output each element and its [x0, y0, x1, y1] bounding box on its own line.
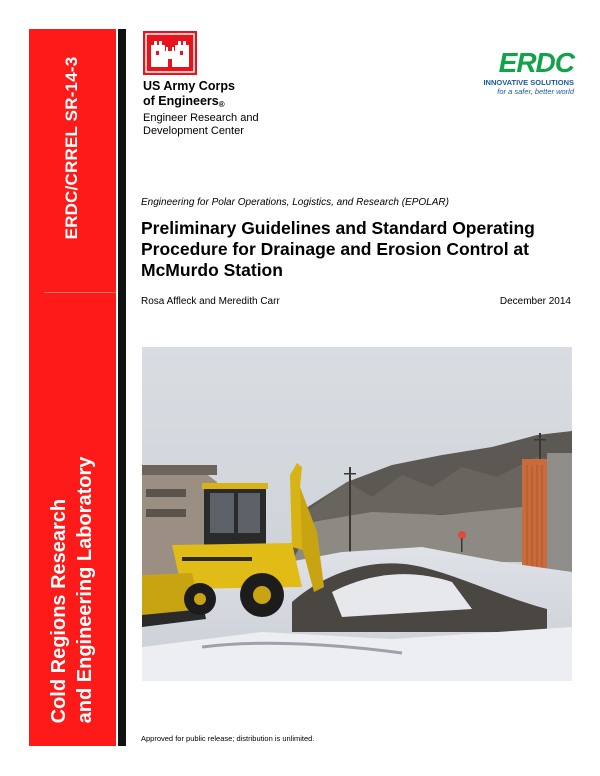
- usace-line-1: US Army Corps: [143, 79, 235, 93]
- erdc-tagline-2: for a safer, better world: [497, 87, 574, 96]
- report-title: Preliminary Guidelines and Standard Operating Procedure for Drainage and Erosion Control at McMurdo Station: [141, 218, 535, 280]
- cover-photo: [142, 347, 572, 681]
- erdc-logo: [466, 48, 574, 96]
- usace-castle-logo-icon: [143, 31, 197, 75]
- usace-name: [143, 79, 259, 138]
- usace-line-2-text: of Engineers: [143, 94, 219, 108]
- sidebar-divider: [44, 292, 116, 293]
- publication-date: December 2014: [499, 296, 571, 307]
- usace-line-3: Engineer Research and: [143, 112, 259, 124]
- lab-name-line-2: and Engineering Laboratory: [74, 456, 96, 724]
- usace-line-2: [143, 94, 259, 112]
- authors: Rosa Affleck and Meredith Carr: [141, 296, 280, 307]
- release-statement: Approved for public release; distribution is unlimited.: [141, 734, 315, 743]
- registered-mark: ®: [218, 100, 225, 109]
- erdc-tagline-1: INNOVATIVE SOLUTIONS: [483, 78, 574, 87]
- erdc-logo-word: ERDC: [498, 47, 574, 78]
- program-name: Engineering for Polar Operations, Logistics, and Research (EPOLAR): [141, 197, 449, 208]
- lab-name-line-1: Cold Regions Research: [48, 498, 70, 724]
- report-number: ERDC/CRREL SR-14-3: [62, 56, 81, 240]
- usace-line-4: Development Center: [143, 125, 244, 137]
- sidebar-black-rule: [118, 29, 126, 746]
- lab-name: [46, 457, 98, 724]
- cover-photo-illustration: [142, 347, 572, 681]
